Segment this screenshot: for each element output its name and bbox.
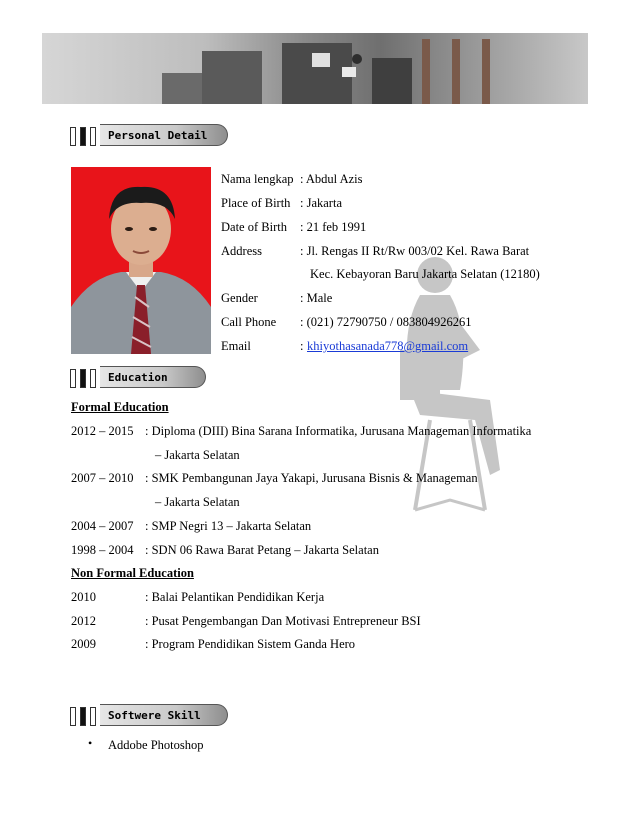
tab-bar-decoration (70, 127, 76, 146)
education-section-header (70, 366, 210, 390)
office-scene-illustration (42, 33, 588, 104)
software-skill-title: Softwere Skill (100, 704, 228, 726)
personal-detail-section-header (70, 124, 230, 148)
tab-bar-decoration (70, 369, 76, 388)
tab-bar-decoration (90, 369, 96, 388)
list-item: Addobe Photoshop (108, 738, 204, 752)
education-title: Education (100, 366, 206, 388)
email-link[interactable]: khiyothasanada778@gmail.com (307, 339, 469, 353)
non-formal-education-heading: Non Formal Education (71, 566, 194, 580)
software-skill-section-header (70, 704, 235, 728)
tab-bar-decoration (90, 127, 96, 146)
tab-bar-decoration (90, 707, 96, 726)
bullet-icon: • (88, 736, 93, 750)
tab-bar-decoration (80, 707, 86, 726)
woman-silhouette-watermark (340, 250, 540, 550)
tab-bar-decoration (70, 707, 76, 726)
profile-photo (71, 167, 211, 354)
header-banner-image (42, 33, 588, 104)
tab-bar-decoration (80, 127, 86, 146)
tab-bar-decoration (80, 369, 86, 388)
personal-detail-title: Personal Detail (100, 124, 228, 146)
formal-education-heading: Formal Education (71, 400, 169, 414)
